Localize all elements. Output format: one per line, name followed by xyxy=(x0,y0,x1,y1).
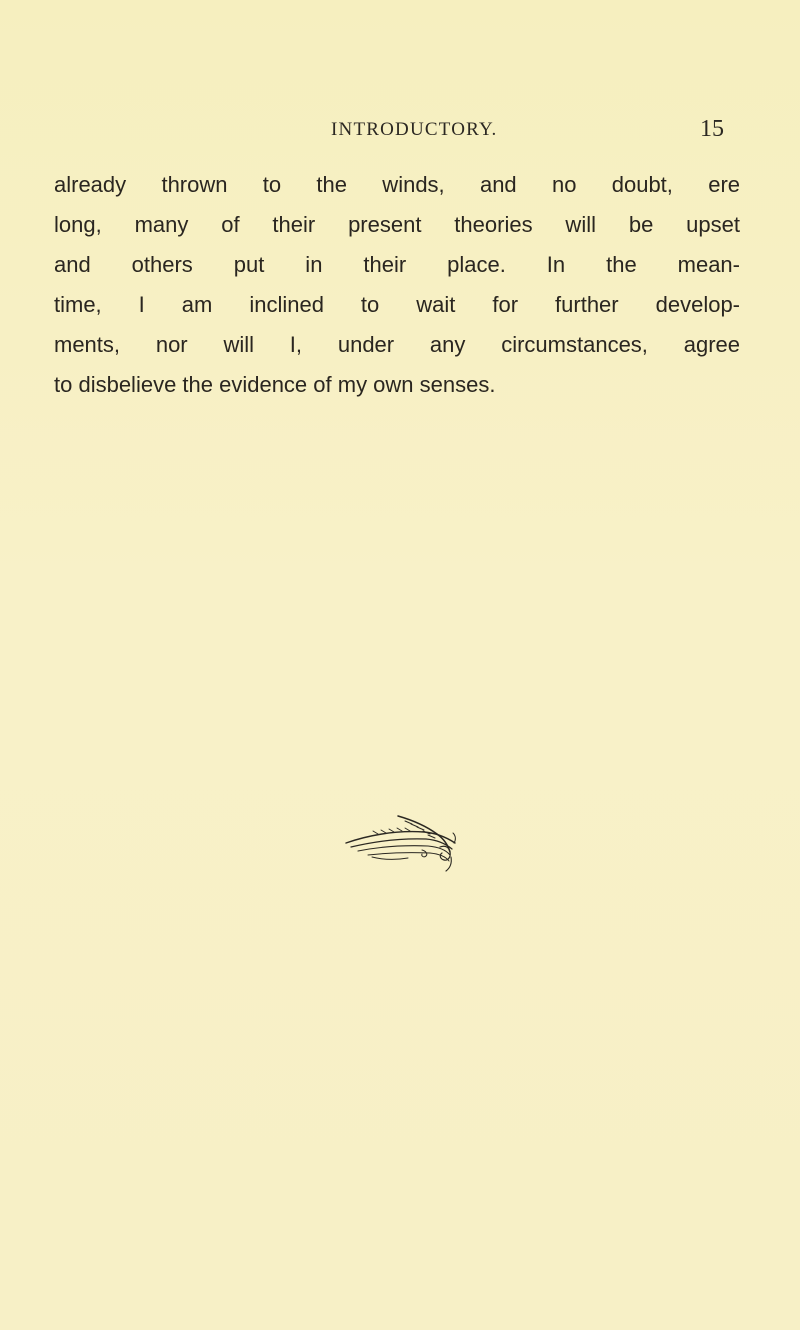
text-line: time, I am inclined to wait for further develop- xyxy=(54,292,740,317)
running-title: INTRODUCTORY. xyxy=(331,119,498,140)
text-line: and others put in their place. In the mean- xyxy=(54,252,740,277)
page-number: 15 xyxy=(700,116,724,142)
text-line: already thrown to the winds, and no doubt, ere xyxy=(54,172,740,197)
text-line: long, many of their present theories will be upset xyxy=(54,212,740,237)
text-line: to disbelieve the evidence of my own senses. xyxy=(54,372,496,397)
running-header xyxy=(0,117,800,147)
text-line: ments, nor will I, under any circumstances, agree xyxy=(54,332,740,357)
body-paragraph xyxy=(54,165,740,405)
quill-flourish-icon xyxy=(338,800,464,872)
